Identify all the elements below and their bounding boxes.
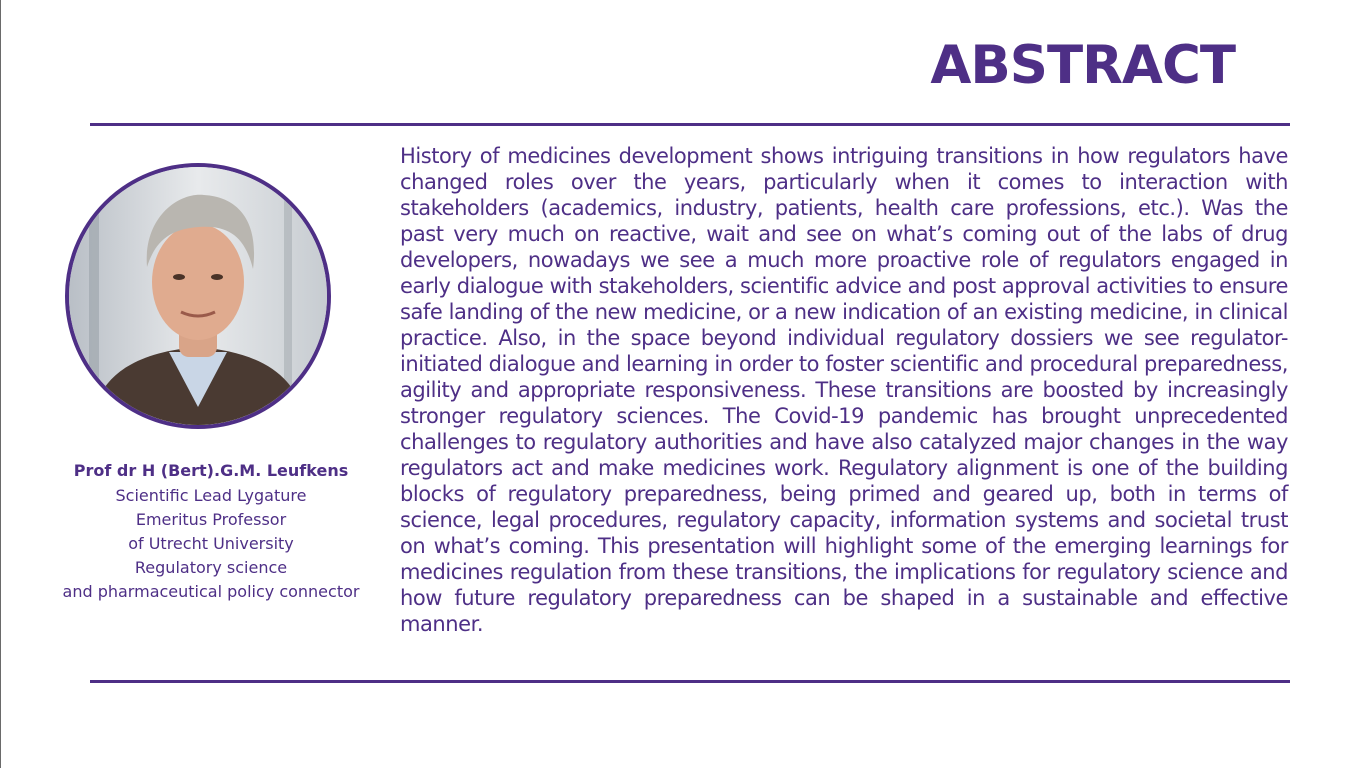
speaker-name: Prof dr H (Bert).G.M. Leufkens [73,461,349,480]
bottom-divider [90,680,1290,683]
speaker-role: Scientific Lead Lygature [115,486,307,505]
speaker-role: Emeritus Professor [135,510,287,529]
portrait-photo-icon [69,167,327,425]
speaker-field: Regulatory science [134,558,288,577]
page-title: ABSTRACT [930,35,1235,96]
abstract-text: History of medicines development shows intriguing transitions in how regulators have changed roles over the years, particularly when it comes to interaction with stakeholders (academics, industry, patients, health care professions, etc.). Was the past very much on reactive, wait and see on what’s coming out of the labs of drug developers, nowadays we see a much more proactive role of regulators engaged in early dialogue with stakeholders, scientific advice and post approval activities to ensure safe landing of the new medicine, or a new indication of an existing medicine, in clinical practice. Also, in the space beyond individual regulatory dossiers we see regulator-initiated dialogue and learning in order to foster scientific and procedural preparedness, agility and appropriate responsiveness. These transitions are boosted by increasingly stronger regulatory sciences. The Covid-19 pandemic has brought unprecedented challenges to regulatory authorities and have also catalyzed major changes in the way regulators act and make medicines work. Regulatory alignment is one of the building blocks of regulatory preparedness, being primed and geared up, both in terms of science, legal procedures, regulatory capacity, information systems and societal trust on what’s coming. This presentation will highlight some of the emerging learnings for medicines regulation from these transitions, the implications for regulatory science and how future regulatory preparedness can be shaped in a sustainable and effective manner. [400,144,1288,636]
speaker-field: and pharmaceutical policy connector [62,582,360,601]
speaker-photo [65,163,331,429]
speaker-affiliation: of Utrecht University [128,534,294,553]
speaker-info [30,458,392,604]
top-divider [90,123,1290,126]
page-edge [0,0,1,768]
